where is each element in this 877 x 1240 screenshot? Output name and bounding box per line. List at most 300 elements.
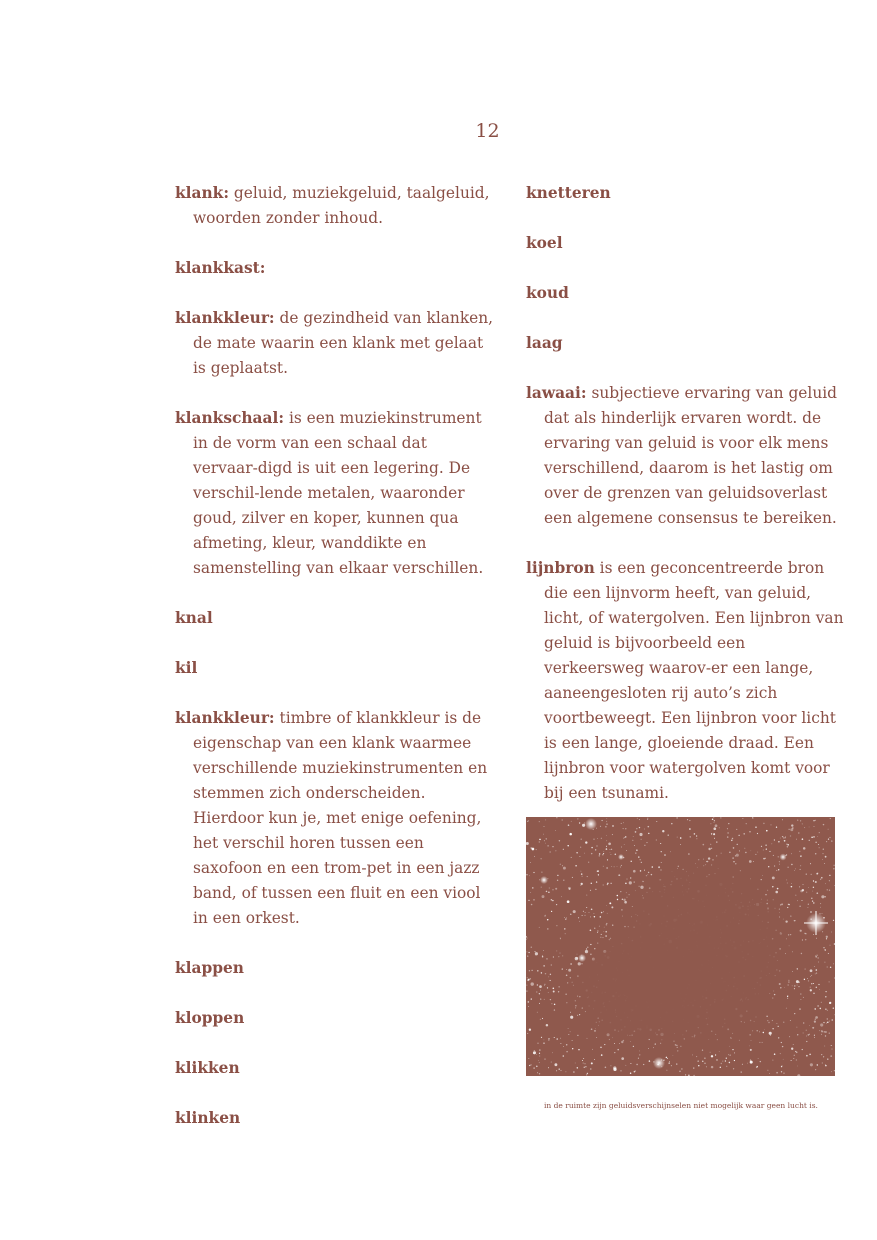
entry-definition: subjectieve ervaring van geluid dat als hinderlijk ervaren wordt. de ervaring van geluid is voor elk mens verschillend, daarom is het lastig om over de grenzen van geluidsoverlast een algemene consensus te bereiken. bbox=[544, 384, 838, 527]
star bbox=[588, 862, 589, 863]
star bbox=[610, 849, 611, 850]
star bbox=[639, 827, 640, 828]
star bbox=[600, 1047, 601, 1048]
star bbox=[528, 900, 529, 901]
star bbox=[710, 823, 711, 824]
star bbox=[703, 844, 705, 846]
star bbox=[815, 1069, 816, 1070]
star bbox=[800, 855, 801, 856]
star bbox=[782, 1046, 783, 1047]
star bbox=[722, 1061, 723, 1062]
star bbox=[815, 1008, 816, 1009]
star bbox=[811, 975, 812, 976]
star bbox=[623, 838, 624, 839]
entry-term: koel bbox=[526, 234, 563, 252]
star bbox=[805, 969, 806, 970]
star bbox=[813, 836, 814, 837]
star bbox=[676, 1064, 677, 1065]
star bbox=[538, 1060, 539, 1061]
star bbox=[601, 838, 602, 839]
star bbox=[818, 957, 819, 958]
star bbox=[597, 932, 598, 933]
star bbox=[542, 895, 545, 898]
star bbox=[596, 828, 597, 829]
star bbox=[621, 865, 622, 866]
figure-caption: in de ruimte zijn geluidsverschijnselen niet mogelijk waar geen lucht is. bbox=[544, 1101, 818, 1110]
star bbox=[542, 1018, 543, 1019]
star bbox=[826, 936, 828, 938]
star bbox=[548, 992, 549, 993]
star bbox=[559, 986, 560, 987]
star bbox=[801, 900, 802, 901]
glossary-entry bbox=[175, 956, 495, 981]
star bbox=[824, 1031, 825, 1032]
star bbox=[582, 1060, 583, 1061]
star bbox=[790, 916, 791, 917]
star bbox=[813, 934, 814, 935]
star bbox=[633, 836, 634, 837]
star bbox=[550, 852, 551, 853]
star bbox=[796, 1027, 797, 1028]
star bbox=[556, 925, 557, 926]
star bbox=[769, 851, 770, 852]
star bbox=[822, 1062, 823, 1063]
star bbox=[527, 938, 528, 939]
star bbox=[693, 1068, 694, 1069]
star bbox=[544, 826, 545, 827]
star bbox=[606, 924, 608, 926]
star bbox=[582, 876, 583, 877]
star bbox=[648, 833, 649, 834]
star bbox=[546, 891, 548, 893]
star bbox=[572, 1040, 573, 1041]
star bbox=[753, 861, 754, 862]
star bbox=[528, 1001, 530, 1003]
star bbox=[818, 844, 819, 845]
star bbox=[719, 828, 720, 829]
star bbox=[541, 858, 542, 859]
star bbox=[579, 856, 580, 857]
star bbox=[803, 847, 806, 850]
star bbox=[625, 828, 626, 829]
star bbox=[802, 889, 804, 891]
star bbox=[548, 892, 550, 894]
star bbox=[553, 991, 555, 993]
star bbox=[623, 828, 624, 829]
star bbox=[734, 1060, 735, 1061]
star bbox=[778, 1026, 779, 1027]
star bbox=[617, 866, 618, 867]
star bbox=[539, 839, 541, 841]
star bbox=[564, 917, 565, 918]
star bbox=[669, 1061, 670, 1062]
star bbox=[597, 846, 598, 847]
star bbox=[694, 833, 696, 835]
star bbox=[543, 965, 544, 966]
star bbox=[566, 969, 567, 970]
star bbox=[813, 983, 814, 984]
star bbox=[813, 820, 814, 821]
star bbox=[563, 849, 564, 850]
star bbox=[715, 824, 718, 827]
star bbox=[823, 947, 824, 948]
star bbox=[793, 1058, 794, 1059]
entry-term: knal bbox=[175, 609, 213, 627]
star bbox=[606, 818, 607, 819]
star bbox=[556, 904, 557, 905]
star bbox=[544, 840, 545, 841]
star bbox=[535, 951, 536, 952]
star bbox=[704, 1057, 706, 1059]
star bbox=[834, 977, 835, 978]
star bbox=[555, 830, 556, 831]
star bbox=[536, 1054, 537, 1055]
star bbox=[570, 1012, 571, 1013]
star bbox=[643, 1064, 644, 1065]
star bbox=[832, 1019, 833, 1020]
star bbox=[791, 1060, 792, 1061]
star bbox=[637, 818, 638, 819]
entry-definition: is een geconcentreerde bron die een lijnvorm heeft, van geluid, licht, of watergolven. Een lijnbron van geluid is bijvoorbeeld een verkeersweg waarov-er een lange, aaneengesloten rij auto’s zich voortbeweegt. Een lijnbron voor licht is een lange, gloeiende draad. Een lijnbron voor watergolven komt voor bij een tsunami. bbox=[544, 559, 844, 802]
star bbox=[560, 1070, 561, 1071]
star bbox=[553, 988, 555, 990]
star bbox=[831, 1071, 832, 1072]
star bbox=[827, 966, 828, 967]
star bbox=[617, 895, 619, 897]
star bbox=[806, 1036, 807, 1037]
star bbox=[527, 821, 528, 822]
star bbox=[812, 900, 813, 901]
star bbox=[567, 900, 570, 903]
star bbox=[554, 1063, 557, 1066]
star bbox=[791, 864, 792, 865]
star bbox=[526, 874, 527, 875]
star bbox=[612, 834, 613, 835]
star bbox=[714, 838, 715, 839]
star bbox=[767, 1070, 768, 1071]
star bbox=[689, 828, 691, 830]
star bbox=[621, 823, 622, 824]
star bbox=[824, 1046, 825, 1047]
star bbox=[552, 846, 553, 847]
star bbox=[605, 931, 607, 933]
star bbox=[539, 841, 540, 842]
star bbox=[810, 911, 812, 913]
star bbox=[563, 867, 566, 870]
star bbox=[814, 1035, 815, 1036]
entry-term: koud bbox=[526, 284, 569, 302]
star bbox=[590, 1068, 591, 1069]
star bbox=[568, 824, 570, 826]
star bbox=[834, 943, 835, 944]
star bbox=[795, 868, 796, 869]
star bbox=[727, 836, 728, 837]
star bbox=[572, 1048, 573, 1049]
bright-star bbox=[540, 876, 548, 884]
entry-term: laag bbox=[526, 334, 563, 352]
star bbox=[596, 881, 597, 882]
star bbox=[796, 1059, 797, 1060]
star bbox=[816, 892, 818, 894]
star bbox=[639, 819, 640, 820]
star bbox=[563, 1046, 564, 1047]
star bbox=[644, 829, 645, 830]
star bbox=[580, 847, 581, 848]
star bbox=[827, 1018, 828, 1019]
star bbox=[713, 827, 716, 830]
star bbox=[791, 824, 793, 826]
star bbox=[803, 1033, 804, 1034]
star bbox=[621, 1057, 624, 1060]
glossary-entry bbox=[526, 381, 846, 531]
star bbox=[776, 1072, 778, 1074]
star bbox=[809, 840, 810, 841]
star bbox=[781, 1071, 782, 1072]
star bbox=[824, 962, 825, 963]
star bbox=[834, 1070, 835, 1071]
star bbox=[726, 1066, 727, 1067]
star bbox=[833, 920, 834, 921]
star bbox=[586, 907, 587, 908]
star bbox=[554, 1037, 555, 1038]
star bbox=[666, 1070, 667, 1071]
star bbox=[824, 863, 825, 864]
star bbox=[800, 869, 801, 870]
star bbox=[794, 1055, 795, 1056]
star bbox=[526, 985, 527, 986]
star bbox=[823, 1022, 824, 1023]
star bbox=[544, 984, 545, 985]
star bbox=[741, 1071, 742, 1072]
star bbox=[800, 999, 801, 1000]
star bbox=[568, 1034, 569, 1035]
star bbox=[805, 939, 807, 941]
star bbox=[577, 1035, 578, 1036]
star bbox=[727, 828, 728, 829]
star bbox=[591, 909, 593, 911]
entry-term: kloppen bbox=[175, 1009, 245, 1027]
star bbox=[606, 821, 607, 822]
star bbox=[825, 883, 826, 884]
star bbox=[713, 817, 714, 818]
star bbox=[630, 1063, 631, 1064]
star bbox=[565, 933, 566, 934]
star bbox=[750, 1059, 751, 1060]
star bbox=[641, 839, 642, 840]
star bbox=[815, 956, 817, 958]
star bbox=[617, 1049, 619, 1051]
star bbox=[558, 956, 559, 957]
star bbox=[530, 862, 531, 863]
star bbox=[550, 999, 551, 1000]
star bbox=[532, 848, 535, 851]
star bbox=[606, 867, 607, 868]
star bbox=[560, 864, 561, 865]
glossary-entry bbox=[526, 181, 846, 206]
star bbox=[792, 985, 793, 986]
star bbox=[591, 847, 592, 848]
star bbox=[582, 824, 585, 827]
star bbox=[537, 984, 538, 985]
star bbox=[555, 850, 556, 851]
star bbox=[804, 827, 805, 828]
star bbox=[540, 1019, 541, 1020]
star bbox=[727, 832, 728, 833]
star bbox=[610, 1065, 611, 1066]
star bbox=[636, 849, 637, 850]
star bbox=[605, 1067, 607, 1069]
star bbox=[587, 876, 588, 877]
star bbox=[587, 1038, 588, 1039]
star bbox=[671, 823, 673, 825]
star bbox=[601, 1054, 603, 1056]
star bbox=[630, 1073, 631, 1074]
star bbox=[790, 1020, 791, 1021]
star bbox=[539, 993, 540, 994]
star bbox=[794, 1013, 795, 1014]
star bbox=[591, 1062, 593, 1064]
star bbox=[814, 1021, 816, 1023]
star bbox=[565, 1071, 566, 1072]
star bbox=[742, 818, 743, 819]
star bbox=[620, 891, 621, 892]
star bbox=[545, 819, 546, 820]
star bbox=[829, 890, 830, 891]
star bbox=[795, 895, 796, 896]
entry-term: klappen bbox=[175, 959, 244, 977]
star bbox=[528, 979, 529, 980]
star bbox=[806, 874, 807, 875]
star bbox=[570, 1031, 571, 1032]
star bbox=[599, 926, 600, 927]
star bbox=[636, 828, 638, 830]
star bbox=[528, 952, 529, 953]
star bbox=[639, 1054, 640, 1055]
star bbox=[615, 854, 617, 856]
star bbox=[533, 1067, 534, 1068]
star bbox=[809, 1025, 810, 1026]
star bbox=[794, 870, 795, 871]
star bbox=[820, 879, 821, 880]
star bbox=[816, 972, 817, 973]
star bbox=[787, 998, 788, 999]
star bbox=[566, 1051, 568, 1053]
star bbox=[591, 883, 592, 884]
star bbox=[597, 930, 598, 931]
star bbox=[810, 1063, 813, 1066]
star bbox=[765, 844, 767, 846]
star bbox=[790, 835, 791, 836]
star bbox=[547, 928, 549, 930]
star bbox=[736, 829, 737, 830]
star bbox=[604, 1044, 605, 1045]
star bbox=[716, 1059, 717, 1060]
star bbox=[810, 976, 811, 977]
star bbox=[603, 911, 604, 912]
star bbox=[807, 978, 808, 979]
star bbox=[541, 972, 542, 973]
star bbox=[799, 986, 800, 987]
star bbox=[570, 1016, 573, 1019]
star bbox=[761, 846, 762, 847]
star bbox=[760, 1061, 761, 1062]
star bbox=[797, 900, 798, 901]
star bbox=[785, 837, 786, 838]
star bbox=[560, 938, 561, 939]
star bbox=[831, 840, 832, 841]
star bbox=[762, 1042, 763, 1043]
star bbox=[556, 1070, 557, 1071]
star bbox=[820, 1023, 823, 1026]
star bbox=[603, 851, 604, 852]
star bbox=[564, 928, 565, 929]
star bbox=[636, 1064, 637, 1065]
star bbox=[611, 906, 613, 908]
star bbox=[756, 1067, 758, 1069]
glossary-entry bbox=[175, 406, 495, 581]
star bbox=[531, 998, 532, 999]
star bbox=[782, 819, 783, 820]
star bbox=[635, 852, 636, 853]
star bbox=[797, 1066, 798, 1067]
entry-term: lawaai: bbox=[526, 384, 587, 402]
star bbox=[581, 839, 582, 840]
glossary-entry bbox=[175, 256, 495, 281]
star bbox=[789, 1036, 790, 1037]
star bbox=[787, 883, 788, 884]
star bbox=[606, 848, 608, 850]
star bbox=[544, 999, 545, 1000]
star bbox=[554, 1004, 555, 1005]
star bbox=[830, 818, 831, 819]
star bbox=[807, 907, 808, 908]
star bbox=[608, 842, 611, 845]
star bbox=[804, 933, 806, 935]
star bbox=[828, 953, 829, 954]
star bbox=[798, 832, 799, 833]
star bbox=[539, 985, 542, 988]
star bbox=[614, 866, 615, 867]
star bbox=[539, 1053, 540, 1054]
star bbox=[802, 1049, 803, 1050]
entry-definition: is een muziekinstrument in de vorm van een schaal dat vervaar-digd is uit een legering. De verschil-lende metalen, waaronder goud, zilver en koper, kunnen qua afmeting, kleur, wanddikte en samenstelling van elkaar verschillen. bbox=[193, 409, 484, 577]
star bbox=[556, 817, 557, 818]
star bbox=[606, 846, 607, 847]
star bbox=[813, 887, 814, 888]
star bbox=[825, 1065, 826, 1066]
star bbox=[557, 880, 558, 881]
star bbox=[611, 883, 612, 884]
star bbox=[634, 1070, 636, 1072]
star bbox=[596, 1037, 597, 1038]
star bbox=[742, 1064, 743, 1065]
star bbox=[547, 845, 548, 846]
star bbox=[594, 1059, 595, 1060]
star bbox=[537, 1072, 538, 1073]
star bbox=[539, 1062, 540, 1063]
star bbox=[808, 980, 809, 981]
star bbox=[630, 877, 631, 878]
star bbox=[544, 985, 545, 986]
star bbox=[593, 838, 594, 839]
entry-definition: de gezindheid van klanken, de mate waarin een klank met gelaat is geplaatst. bbox=[193, 309, 494, 377]
star bbox=[830, 1055, 832, 1057]
star bbox=[801, 953, 802, 954]
star bbox=[534, 856, 535, 857]
star bbox=[815, 853, 816, 854]
star bbox=[726, 1058, 727, 1059]
star bbox=[681, 1068, 682, 1069]
